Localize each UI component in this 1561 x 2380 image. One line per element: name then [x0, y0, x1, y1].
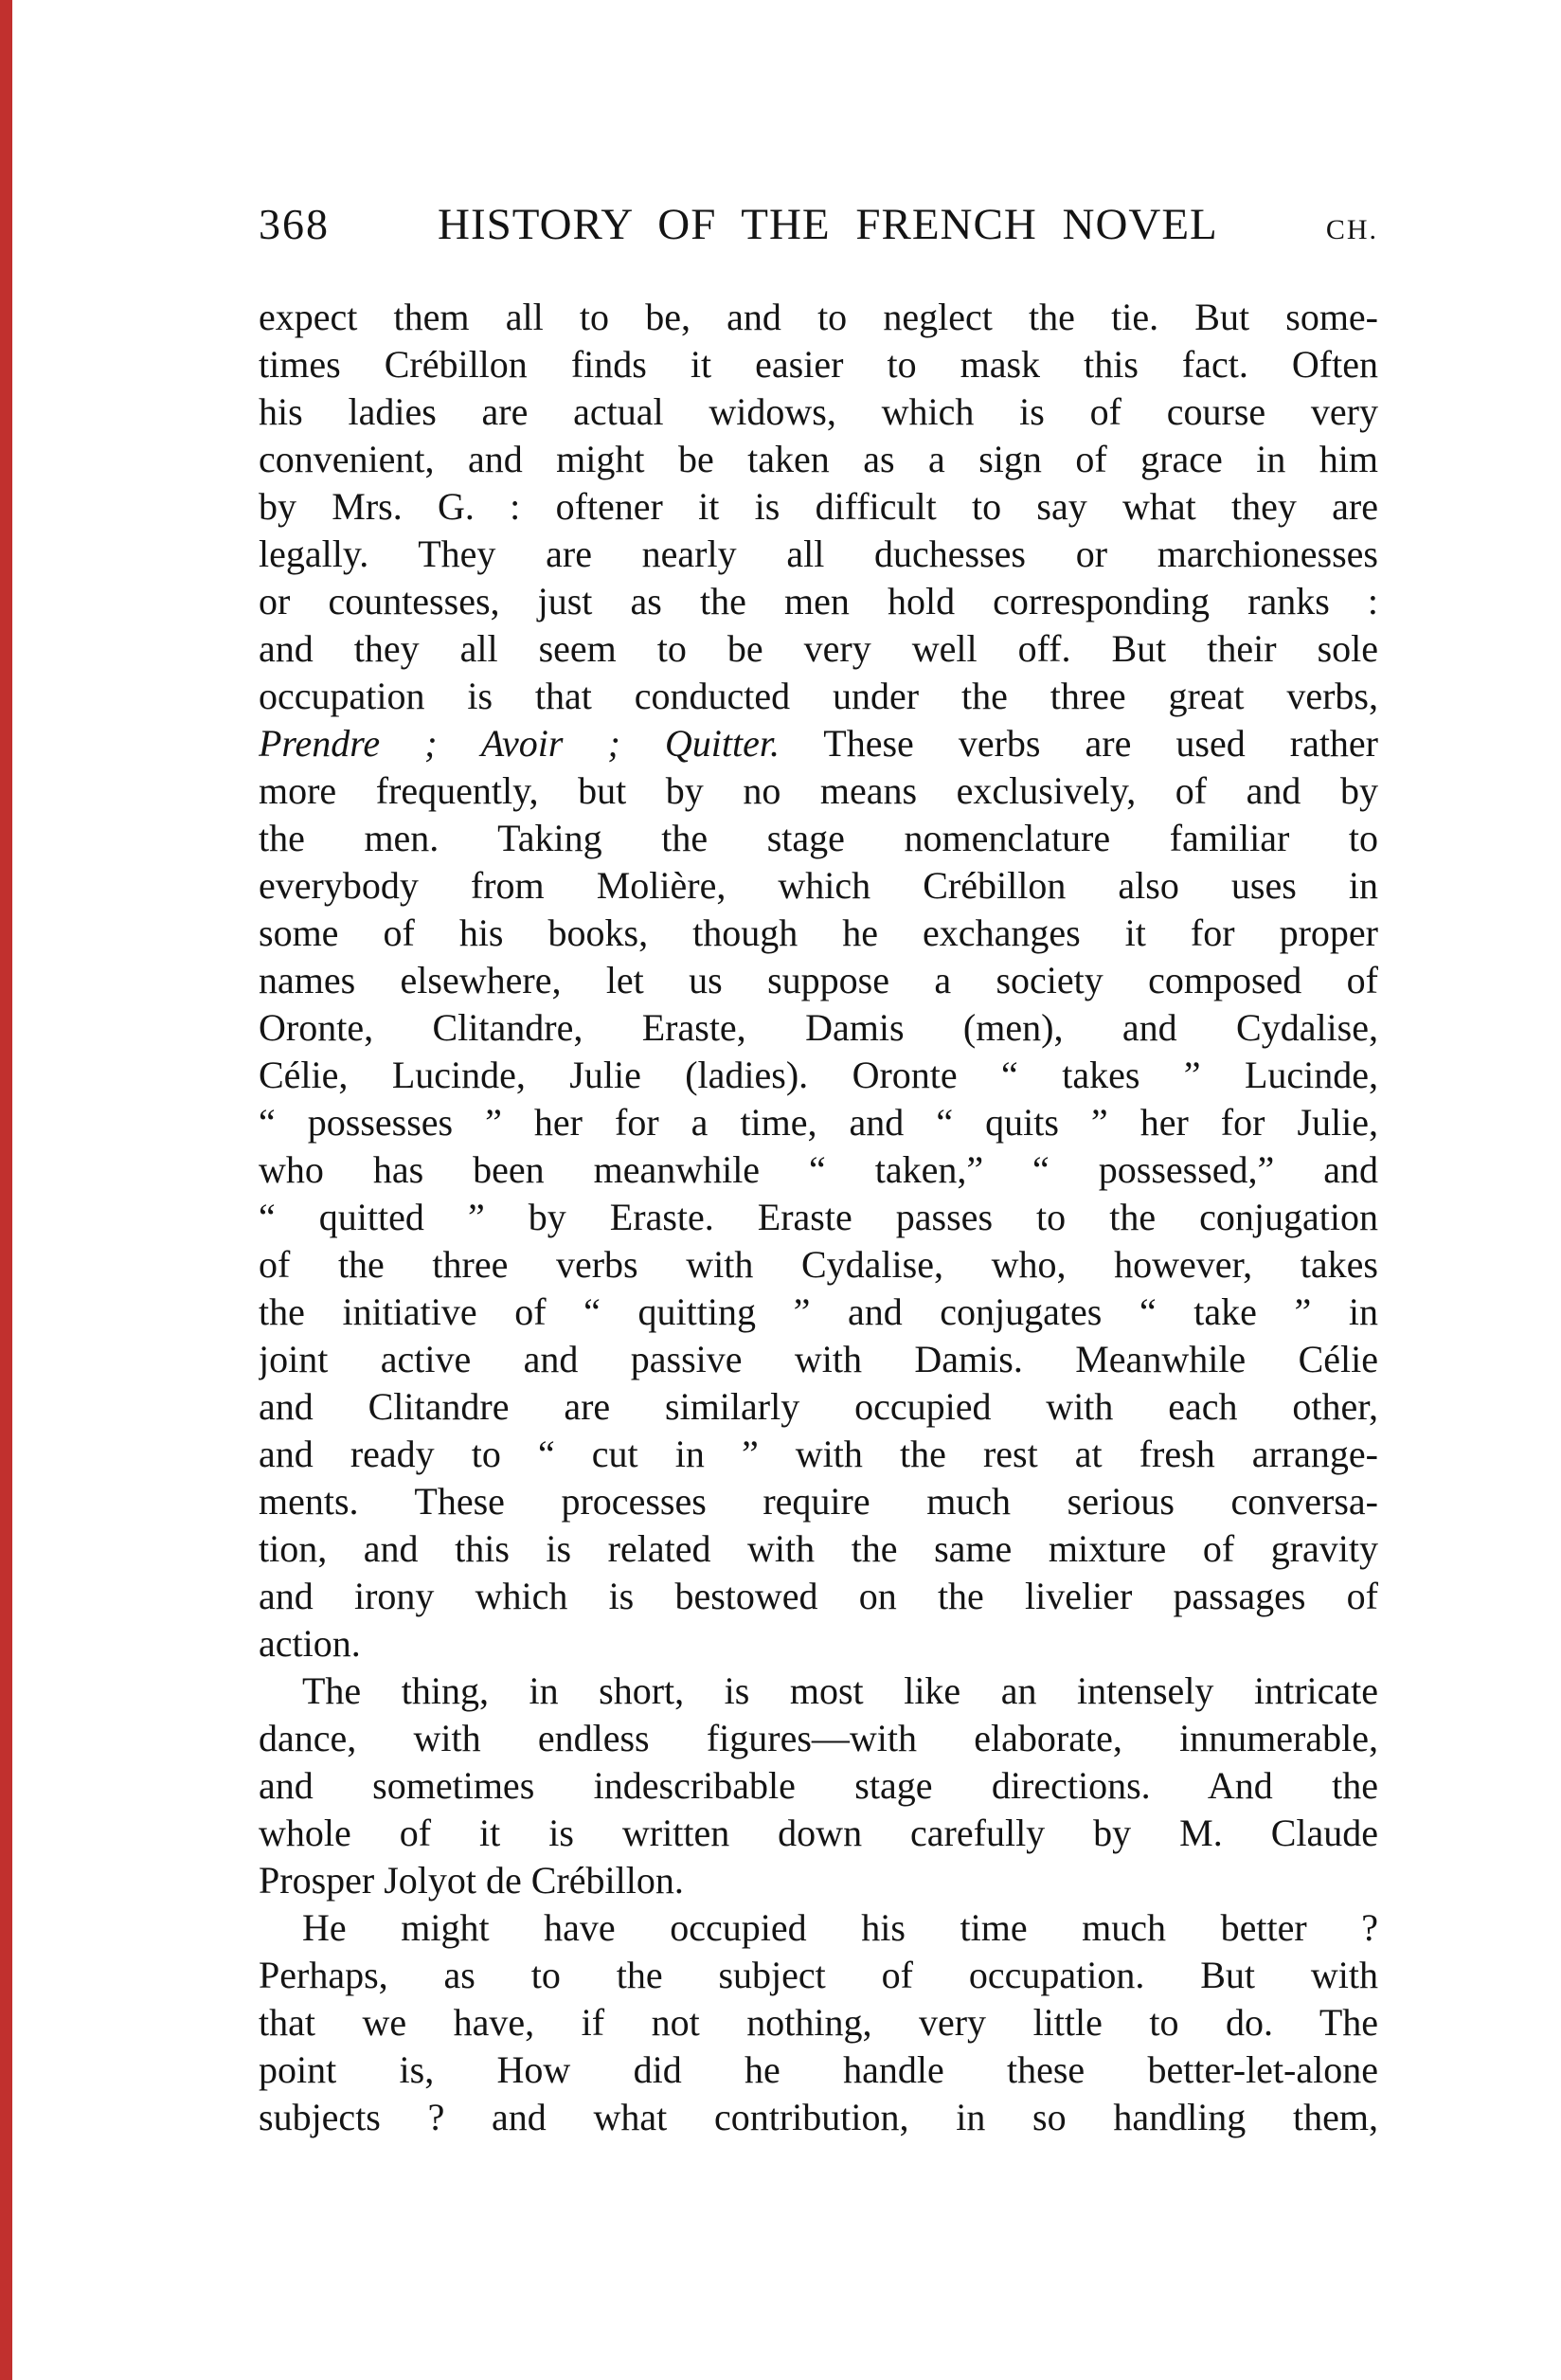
text-line: dance, with endless figures—with elaborate, innumerable, — [259, 1717, 1378, 1759]
text-line: The thing, in short, is most like an intensely intricate — [302, 1669, 1378, 1712]
text-line: everybody from Molière, which Crébillon also uses in — [259, 864, 1378, 907]
text-line: joint active and passive with Damis. Meanwhile Célie — [259, 1338, 1378, 1380]
text-line: Célie, Lucinde, Julie (ladies). Oronte “ takes ” Lucinde, — [259, 1054, 1378, 1096]
text-line: Perhaps, as to the subject of occupation. But with — [259, 1954, 1378, 1996]
text-line: subjects ? and what contribution, in so handling them, — [259, 2096, 1378, 2138]
body-text — [259, 294, 1378, 2141]
text-line: more frequently, but by no means exclusively, of and by — [259, 769, 1378, 812]
text-segment: These verbs are used rather — [779, 722, 1378, 765]
text-line: and irony which is bestowed on the livelier passages of — [259, 1575, 1378, 1617]
text-line: convenient, and might be taken as a sign of grace in him — [259, 438, 1378, 480]
text-line: Oronte, Clitandre, Eraste, Damis (men), and Cydalise, — [259, 1006, 1378, 1049]
scan-edge-strip — [0, 0, 12, 2380]
text-line: and they all seem to be very well off. But their sole — [259, 627, 1378, 670]
text-line: that we have, if not nothing, very little to do. The — [259, 2001, 1378, 2044]
running-header — [259, 199, 1378, 250]
text-line: by Mrs. G. : oftener it is difficult to say what they are — [259, 485, 1378, 528]
text-line: and ready to “ cut in ” with the rest at fresh arrange- — [259, 1433, 1378, 1475]
text-line: and sometimes indescribable stage directions. And the — [259, 1764, 1378, 1807]
text-line: his ladies are actual widows, which is of course very — [259, 390, 1378, 433]
text-line: and Clitandre are similarly occupied with each other, — [259, 1385, 1378, 1428]
italic-phrase: Prendre ; Avoir ; Quitter. — [259, 722, 780, 765]
text-line: legally. They are nearly all duchesses or marchionesses — [259, 532, 1378, 575]
text-line: or countesses, just as the men hold corresponding ranks : — [259, 580, 1378, 622]
text-line — [259, 720, 1378, 767]
text-line: He might have occupied his time much better ? — [302, 1906, 1378, 1949]
text-line: whole of it is written down carefully by M. Claude — [259, 1812, 1378, 1854]
text-line: who has been meanwhile “ taken,” “ possessed,” and — [259, 1148, 1378, 1191]
text-line: times Crébillon finds it easier to mask this fact. Often — [259, 343, 1378, 386]
text-line: of the three verbs with Cydalise, who, however, takes — [259, 1243, 1378, 1286]
text-line: action. — [259, 1622, 361, 1665]
page-number: 368 — [259, 200, 330, 248]
text-line: Prosper Jolyot de Crébillon. — [259, 1859, 684, 1902]
text-line: occupation is that conducted under the three great verbs, — [259, 675, 1378, 717]
text-line: the initiative of “ quitting ” and conjugates “ take ” in — [259, 1290, 1378, 1333]
text-line: ments. These processes require much serious conversa- — [259, 1480, 1378, 1523]
text-line: the men. Taking the stage nomenclature familiar to — [259, 817, 1378, 859]
text-line: tion, and this is related with the same mixture of gravity — [259, 1527, 1378, 1570]
text-line: “ possesses ” her for a time, and “ quits ” her for Julie, — [259, 1101, 1378, 1144]
text-line: names elsewhere, let us suppose a society composed of — [259, 959, 1378, 1001]
text-line: point is, How did he handle these better-let-alone — [259, 2048, 1378, 2091]
text-line: some of his books, though he exchanges it for proper — [259, 911, 1378, 954]
text-line: expect them all to be, and to neglect the tie. But some- — [259, 296, 1378, 338]
running-title: HISTORY OF THE FRENCH NOVEL — [438, 200, 1218, 249]
text-line: “ quitted ” by Eraste. Eraste passes to the conjugation — [259, 1196, 1378, 1238]
chapter-marker: CH. — [1325, 214, 1378, 245]
